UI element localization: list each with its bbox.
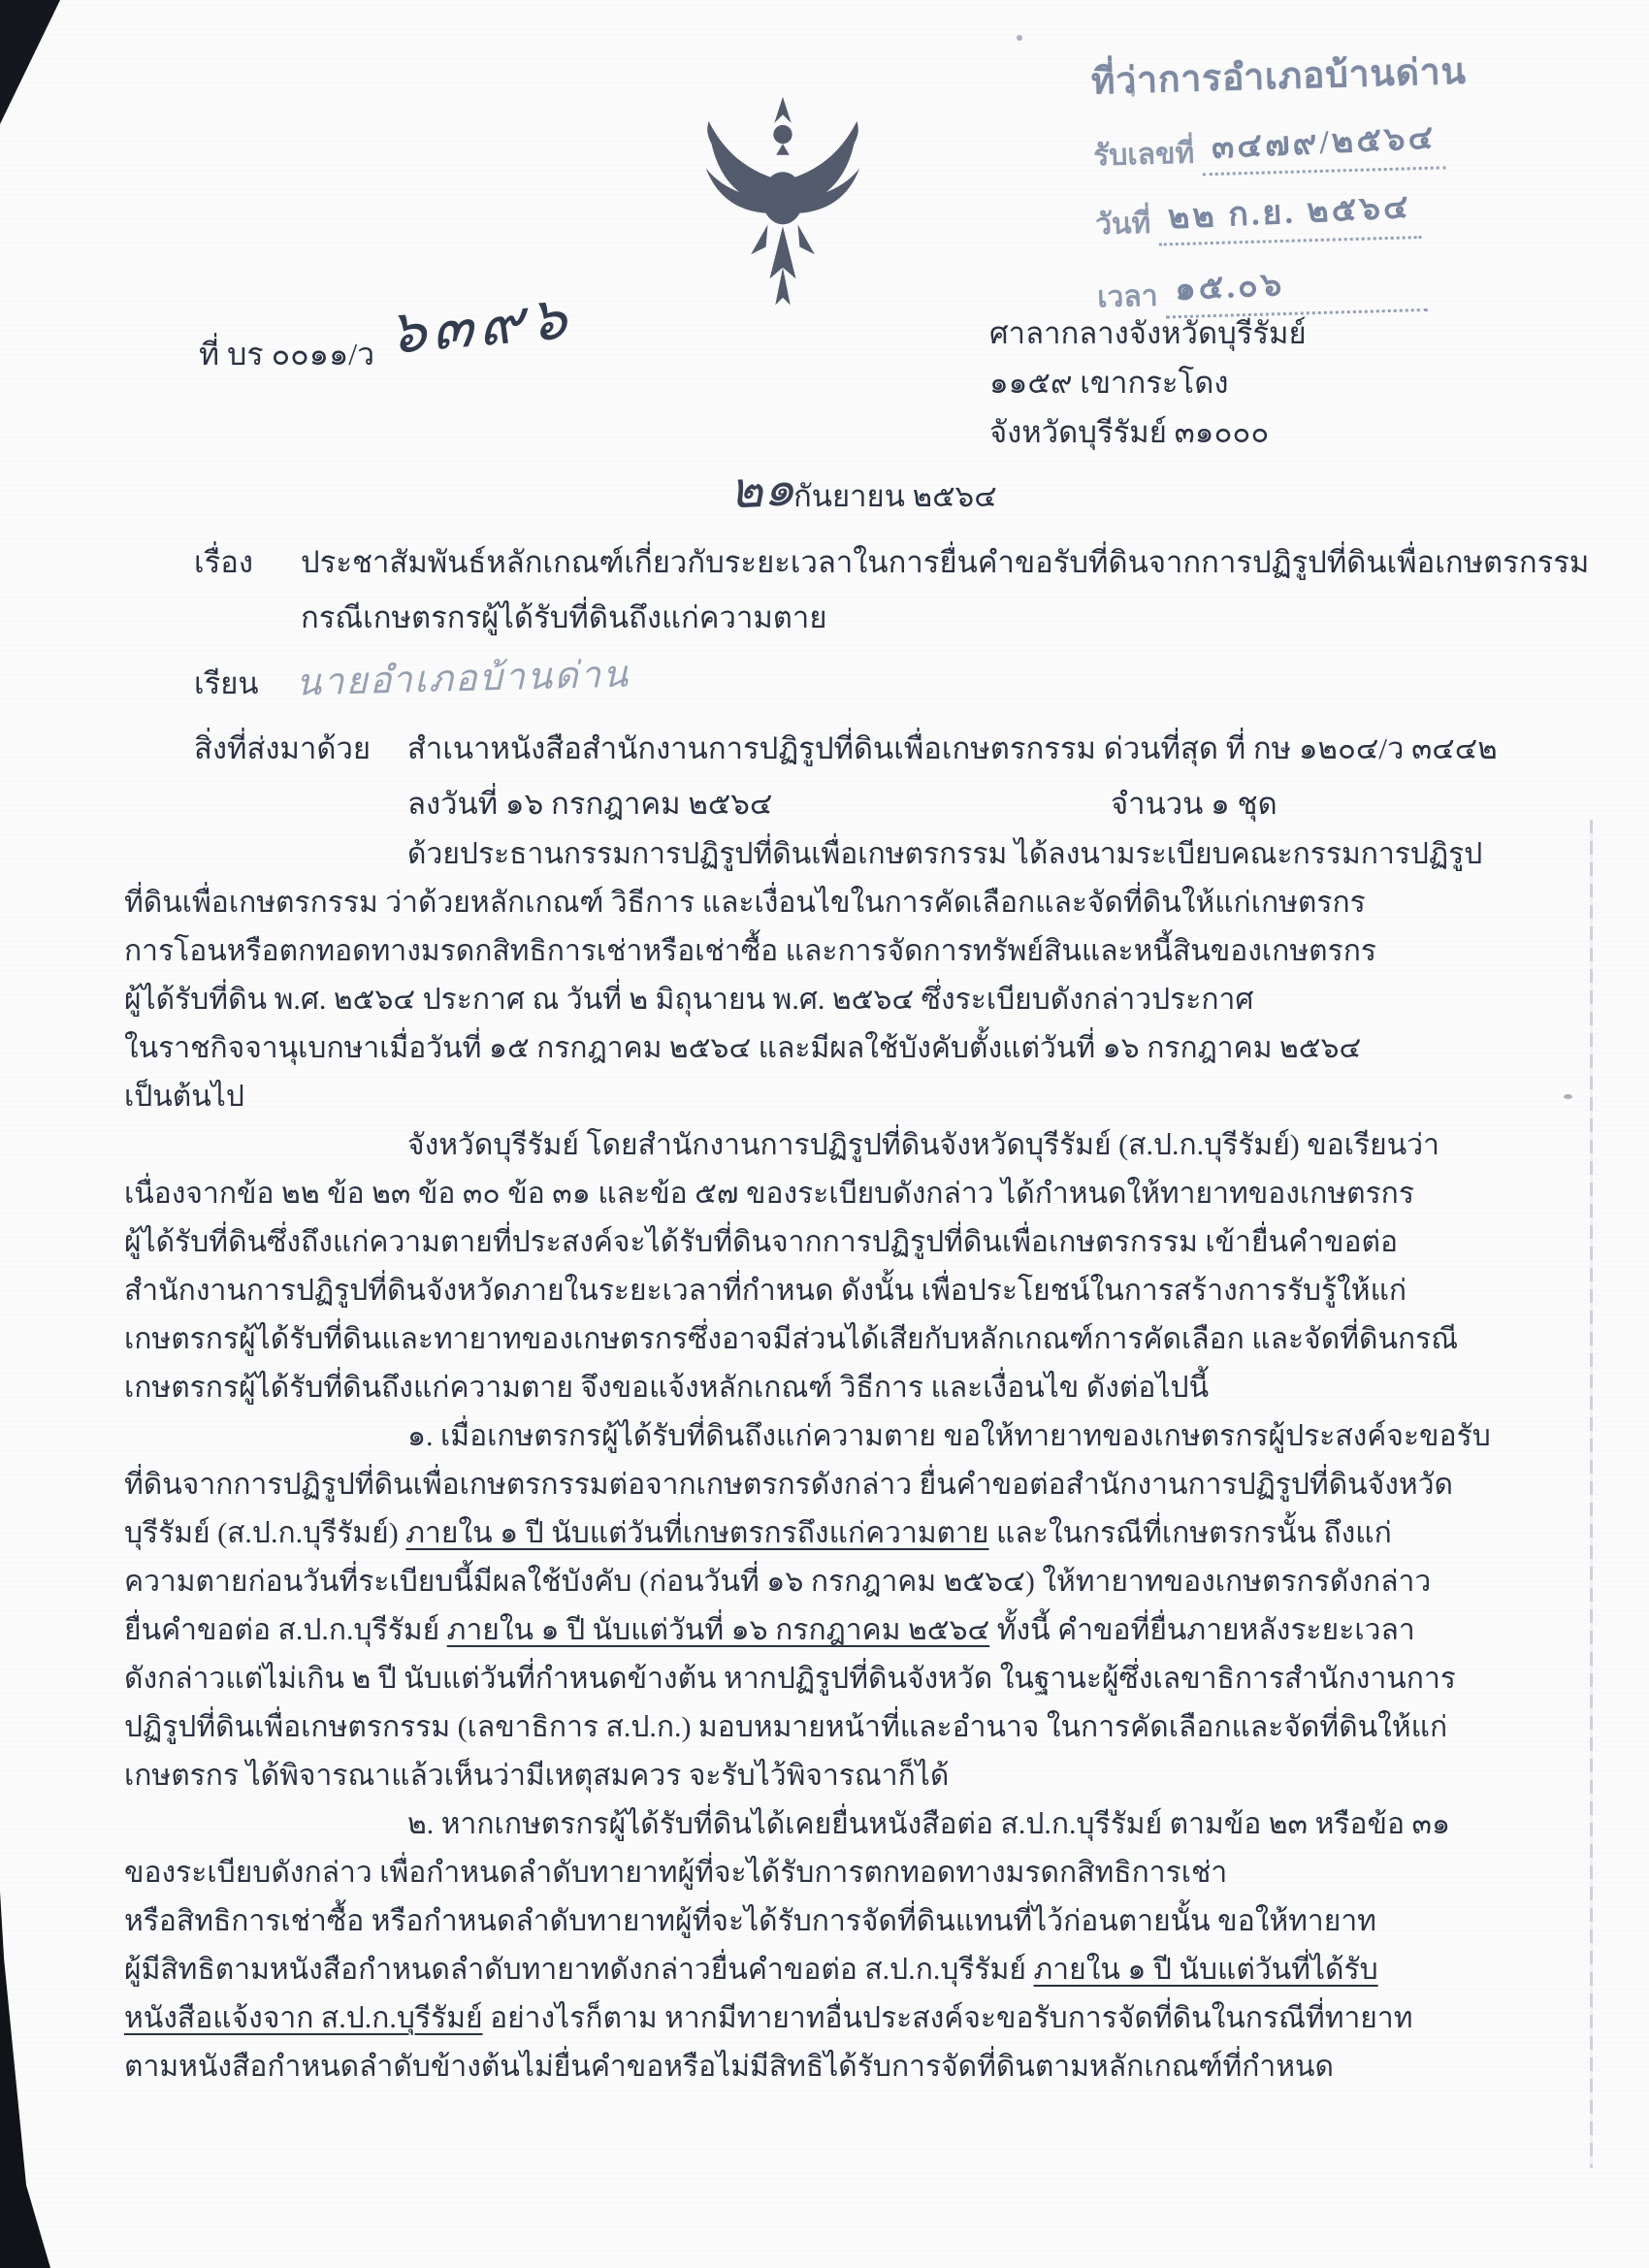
clause-1 [124, 1412, 1558, 1800]
text-line: ปฏิรูปที่ดินเพื่อเกษตรกรรม (เลขาธิการ ส.ป.ก.) มอบหมายหน้าที่และอำนาจ ในการคัดเลือกและจัดที่ดินให้แก่ [124, 1711, 1448, 1743]
subject-text-line2: กรณีเกษตรกรผู้ได้รับที่ดินถึงแก่ความตาย [301, 600, 827, 634]
text-line: ผู้ได้รับที่ดินซึ่งถึงแก่ความตายที่ประสงค์จะได้รับที่ดินจากการปฏิรูปที่ดินเพื่อเกษตรกรรม เข้ายื่นคำขอต่อ [124, 1226, 1399, 1258]
letter-date-day-handwritten: ๒๑ [728, 461, 796, 520]
document-number-handwritten: ๖๓๙๖ [388, 284, 573, 368]
text-line: สำนักงานการปฏิรูปที่ดินจังหวัดภายในระยะเวลาที่กำหนด ดังนั้น เพื่อประโยชน์ในการสร้างการรับรู้ให้แก่ [124, 1275, 1407, 1307]
text-line: ผู้ได้รับที่ดิน พ.ศ. ๒๕๖๔ ประกาศ ณ วันที่ ๒ มิถุนายน พ.ศ. ๒๕๖๔ ซึ่งระเบียบดังกล่าวประกาศ [124, 984, 1254, 1016]
text-line: ตามหนังสือกำหนดลำดับข้างต้นไม่ยื่นคำขอหรือไม่มีสิทธิได้รับการจัดที่ดินตามหลักเกณฑ์ที่กำหนด [124, 2051, 1335, 2083]
stamp-date-value: ๒๒ ก.ย. ๒๕๖๔ [1167, 189, 1412, 237]
stamp-receive-number-label: รับเลขที่ [1092, 137, 1195, 173]
text-line: ดังกล่าวแต่ไม่เกิน ๒ ปี นับแต่วันที่กำหนดข้างต้น หากปฏิรูปที่ดินจังหวัด ในฐานะผู้ซึ่งเลขาธิการสำนักงานการ [124, 1663, 1456, 1695]
stamp-dotted-line [1201, 112, 1446, 176]
text-line: ยื่นคำขอต่อ ส.ป.ก.บุรีรัมย์ ภายใน ๑ ปี นับแต่วันที่ ๑๖ กรกฎาคม ๒๕๖๔ ทั้งนี้ คำขอที่ยื่นภายหลังระยะเวลา [124, 1614, 1415, 1646]
stamp-time-label: เวลา [1096, 279, 1159, 314]
text-line: เกษตรกร ได้พิจารณาแล้วเห็นว่ามีเหตุสมควร จะรับไว้พิจารณาก็ได้ [124, 1760, 950, 1792]
document-number: ที่ บร ๐๐๑๑/ว [199, 337, 375, 372]
stamp-office-name: ที่ว่าการอำเภอบ้านด่าน [1090, 51, 1468, 103]
stamp-receive-number-value: ๓๔๗๙/๒๕๖๔ [1211, 119, 1438, 167]
addressee-label: เรียน [194, 666, 259, 700]
letter-body [124, 830, 1558, 2091]
stamp-date-row [1094, 178, 1541, 248]
sender-address [989, 308, 1307, 457]
paragraph-1 [124, 830, 1558, 1121]
scan-artifact-top-left [0, 0, 60, 124]
text-line: หนังสือแจ้งจาก ส.ป.ก.บุรีรัมย์ อย่างไรก็ตาม หากมีทายาทอื่นประสงค์จะขอรับการจัดที่ดินในกรณีที่ทายาท [124, 2002, 1413, 2034]
text-line: ๑. เมื่อเกษตรกรผู้ได้รับที่ดินถึงแก่ความตาย ขอให้ทายาทของเกษตรกรผู้ประสงค์จะขอรับ [407, 1420, 1491, 1452]
scan-speck [1017, 35, 1022, 41]
sender-address-line: จังหวัดบุรีรัมย์ ๓๑๐๐๐ [989, 415, 1270, 449]
paragraph-2 [124, 1121, 1558, 1412]
scan-artifact-right-line [1590, 820, 1593, 2168]
text-line: ด้วยประธานกรรมการปฏิรูปที่ดินเพื่อเกษตรกรรม ได้ลงนามระเบียบคณะกรรมการปฏิรูป [407, 838, 1483, 870]
subject-text-line1: ประชาสัมพันธ์หลักเกณฑ์เกี่ยวกับระยะเวลาในการยื่นคำขอรับที่ดินจากการปฏิรูปที่ดินเพื่อเกษตรกรรม [301, 545, 1590, 579]
text-line: เกษตรกรผู้ได้รับที่ดินและทายาทของเกษตรกรซึ่งอาจมีส่วนได้เสียกับหลักเกณฑ์การคัดเลือก และจัดที่ดินกรณี [124, 1323, 1459, 1355]
text-line: จังหวัดบุรีรัมย์ โดยสำนักงานการปฏิรูปที่ดินจังหวัดบุรีรัมย์ (ส.ป.ก.บุรีรัมย์) ขอเรียนว่า [407, 1129, 1439, 1161]
stamp-date-label: วันที่ [1094, 207, 1151, 242]
stamp-receive-number-row [1092, 110, 1539, 179]
text-line: ที่ดินเพื่อเกษตรกรรม ว่าด้วยหลักเกณฑ์ วิธีการ และเงื่อนไขในการคัดเลือกและจัดที่ดินให้แก่เกษตรกร [124, 887, 1366, 919]
text-line: ๒. หากเกษตรกรผู้ได้รับที่ดินได้เคยยื่นหนังสือต่อ ส.ป.ก.บุรีรัมย์ ตามข้อ ๒๓ หรือข้อ ๓๑ [407, 1808, 1451, 1840]
received-stamp [1090, 41, 1544, 321]
text-line: ในราชกิจจานุเบกษาเมื่อวันที่ ๑๕ กรกฎาคม ๒๕๖๔ และมีผลใช้บังคับตั้งแต่วันที่ ๑๖ กรกฎาคม ๒๕๖๔ [124, 1032, 1362, 1064]
scan-artifact-bottom-left [0, 1892, 50, 2268]
text-line: ความตายก่อนวันที่ระเบียบนี้มีผลใช้บังคับ (ก่อนวันที่ ๑๖ กรกฎาคม ๒๕๖๔) ให้ทายาทของเกษตรกรดังกล่าว [124, 1566, 1432, 1598]
text-line: ของระเบียบดังกล่าว เพื่อกำหนดลำดับทายาทผู้ที่จะได้รับการตกทอดทางมรดกสิทธิการเช่า [124, 1857, 1228, 1889]
text-line: เนื่องจากข้อ ๒๒ ข้อ ๒๓ ข้อ ๓๐ ข้อ ๓๑ และข้อ ๕๗ ของระเบียบดังกล่าว ได้กำหนดให้ทายาทของเกษตรกร [124, 1178, 1414, 1210]
attachment-count: จำนวน ๑ ชุด [1111, 787, 1277, 821]
stamp-time-value: ๑๕.๐๖ [1174, 267, 1286, 308]
text-line: บุรีรัมย์ (ส.ป.ก.บุรีรัมย์) ภายใน ๑ ปี นับแต่วันที่เกษตรกรถึงแก่ความตาย และในกรณีที่เกษตรกรนั้น ถึงแก่ [124, 1517, 1392, 1549]
stamp-dotted-line [1157, 181, 1421, 246]
scan-speck [1564, 1094, 1572, 1099]
garuda-emblem-icon [679, 93, 887, 318]
text-line: เป็นต้นไป [124, 1081, 244, 1113]
letter-date-month-year: กันยายน ๒๕๖๔ [793, 479, 997, 513]
subject-label: เรื่อง [194, 545, 254, 579]
text-line: ผู้มีสิทธิตามหนังสือกำหนดลำดับทายาทดังกล่าวยื่นคำขอต่อ ส.ป.ก.บุรีรัมย์ ภายใน ๑ ปี นับแต่วันที่ได้รับ [124, 1954, 1378, 1986]
attachment-text-line1: สำเนาหนังสือสำนักงานการปฏิรูปที่ดินเพื่อเกษตรกรรม ด่วนที่สุด ที่ กษ ๑๒๐๔/ว ๓๔๔๒ [407, 731, 1498, 765]
text-line: เกษตรกรผู้ได้รับที่ดินถึงแก่ความตาย จึงขอแจ้งหลักเกณฑ์ วิธีการ และเงื่อนไข ดังต่อไปนี้ [124, 1372, 1210, 1404]
text-line: การโอนหรือตกทอดทางมรดกสิทธิการเช่าหรือเช่าซื้อ และการจัดการทรัพย์สินและหนี้สินของเกษตรกร [124, 935, 1376, 967]
text-line: หรือสิทธิการเช่าซื้อ หรือกำหนดลำดับทายาทผู้ที่จะได้รับการจัดที่ดินแทนที่ไว้ก่อนตายนั้น ขอให้ทายาท [124, 1905, 1376, 1937]
sender-address-line: ๑๑๕๙ เขากระโดง [989, 366, 1229, 400]
attachment-text-line2: ลงวันที่ ๑๖ กรกฎาคม ๒๕๖๔ [407, 787, 773, 821]
clause-2 [124, 1800, 1558, 2091]
attachment-label: สิ่งที่ส่งมาด้วย [194, 731, 372, 765]
sender-address-line: ศาลากลางจังหวัดบุรีรัมย์ [989, 316, 1307, 350]
addressee-handwritten: นายอำเภอบ้านด่าน [295, 654, 630, 704]
text-line: ที่ดินจากการปฏิรูปที่ดินเพื่อเกษตรกรรมต่อจากเกษตรกรดังกล่าว ยื่นคำขอต่อสำนักงานการปฏิรูปที่ดินจังหวัด [124, 1469, 1454, 1501]
